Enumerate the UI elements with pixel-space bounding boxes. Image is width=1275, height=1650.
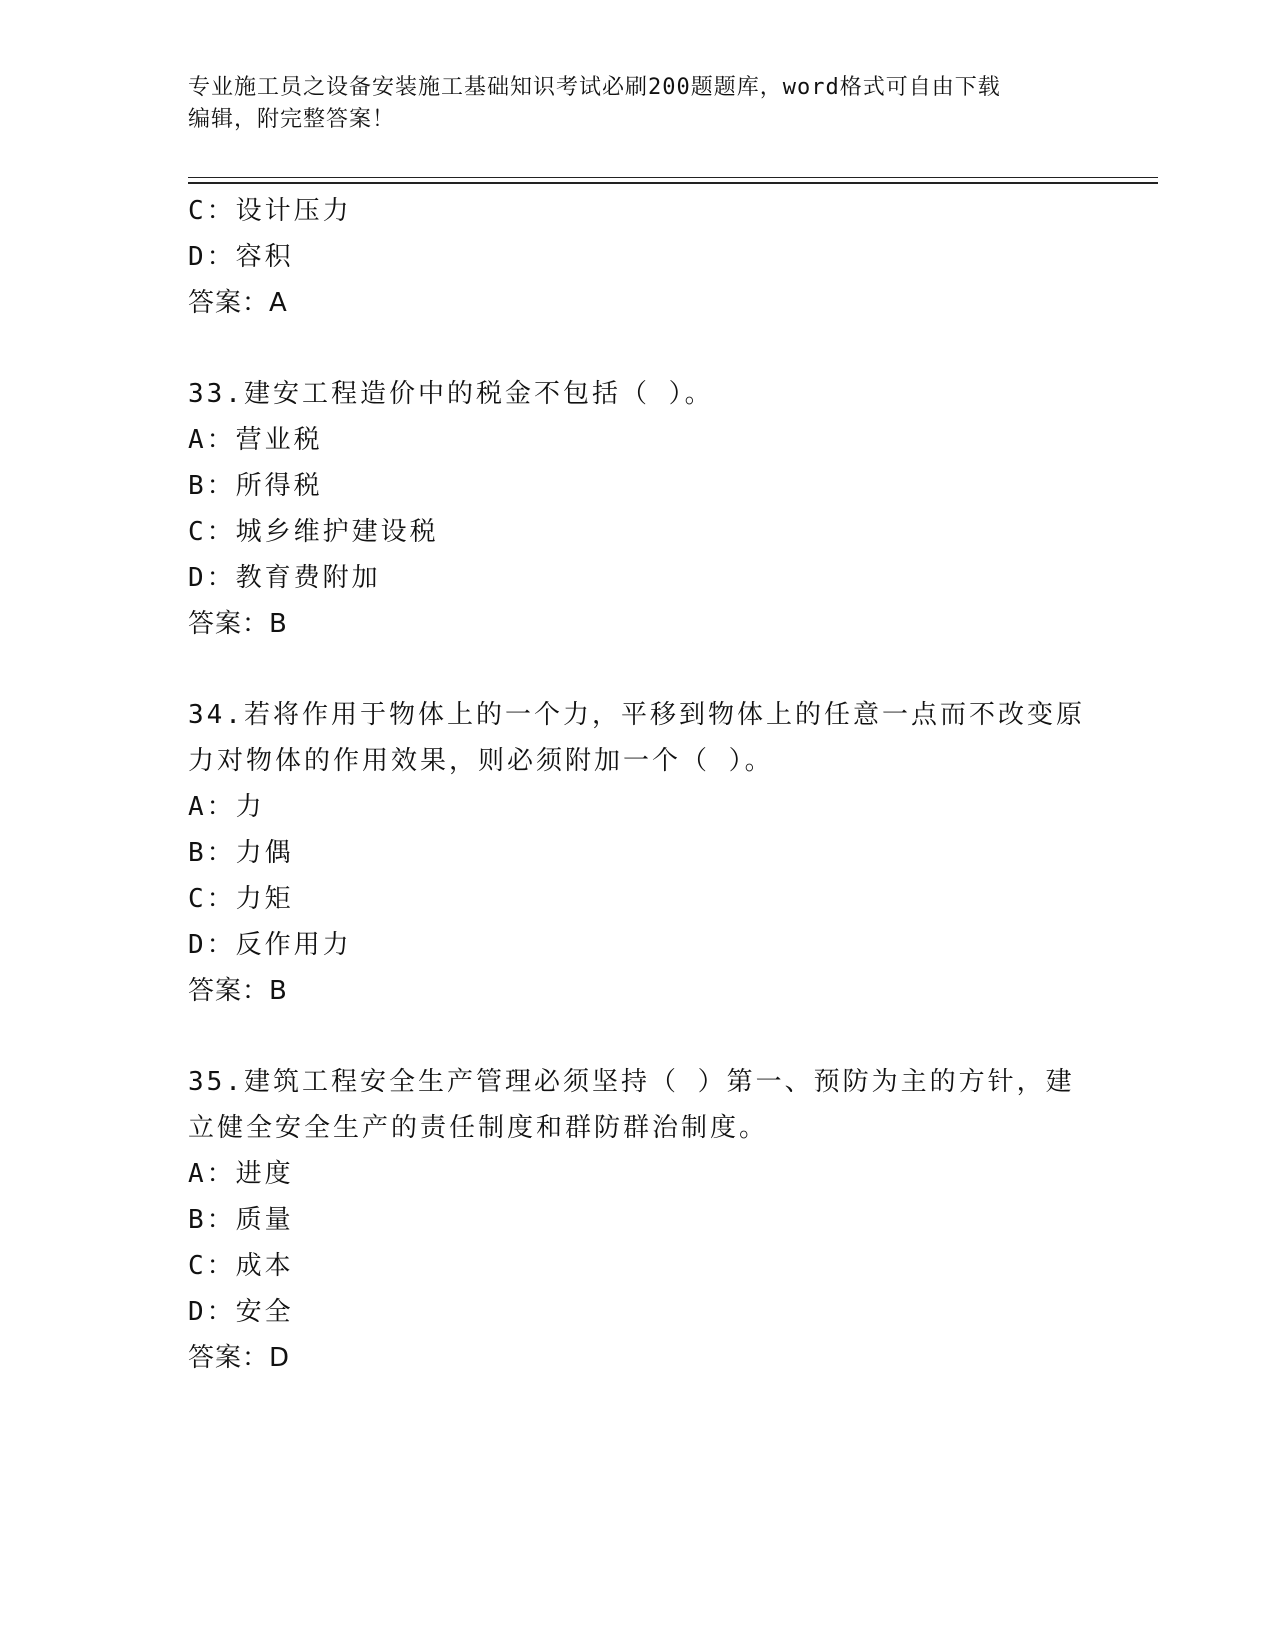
option-a: A：力	[188, 792, 265, 822]
option-a: A：进度	[188, 1159, 294, 1189]
question-34	[188, 692, 1088, 1014]
option-b: B：力偶	[188, 838, 294, 868]
option-d: D：容积	[188, 242, 294, 272]
option-c: C：力矩	[188, 884, 294, 914]
answer-line: 答案：B	[188, 609, 288, 639]
answer-line: 答案：B	[188, 976, 288, 1006]
option-a: A：营业税	[188, 425, 323, 455]
answer-line: 答案：D	[188, 1343, 291, 1373]
document-header	[188, 72, 1088, 136]
option-c: C：设计压力	[188, 196, 352, 226]
option-b: B：质量	[188, 1205, 294, 1235]
header-title-line-1: 专业施工员之设备安装施工基础知识考试必刷200题题库，word格式可自由下载	[188, 75, 1001, 100]
question-32-continuation	[188, 188, 1088, 326]
option-b: B：所得税	[188, 471, 323, 501]
question-stem: 33.建安工程造价中的税金不包括（ ）。	[188, 379, 714, 409]
question-stem-line-1: 35.建筑工程安全生产管理必须坚持（ ）第一、预防为主的方针，建	[188, 1067, 1075, 1097]
option-d: D：反作用力	[188, 930, 352, 960]
option-c: C：城乡维护建设税	[188, 517, 439, 547]
option-c: C：成本	[188, 1251, 294, 1281]
question-35	[188, 1059, 1088, 1381]
header-title-line-2: 编辑，附完整答案！	[188, 107, 396, 132]
header-divider-thin	[188, 177, 1158, 178]
question-33	[188, 371, 1088, 647]
question-stem-line-2: 立健全安全生产的责任制度和群防群治制度。	[188, 1113, 769, 1143]
answer-line: 答案：A	[188, 288, 288, 318]
option-d: D：安全	[188, 1297, 294, 1327]
header-divider-thick	[188, 182, 1158, 184]
question-list	[188, 188, 1088, 1381]
question-stem-line-1: 34.若将作用于物体上的一个力，平移到物体上的任意一点而不改变原	[188, 700, 1085, 730]
option-d: D：教育费附加	[188, 563, 381, 593]
question-stem-line-2: 力对物体的作用效果，则必须附加一个（ ）。	[188, 746, 774, 776]
